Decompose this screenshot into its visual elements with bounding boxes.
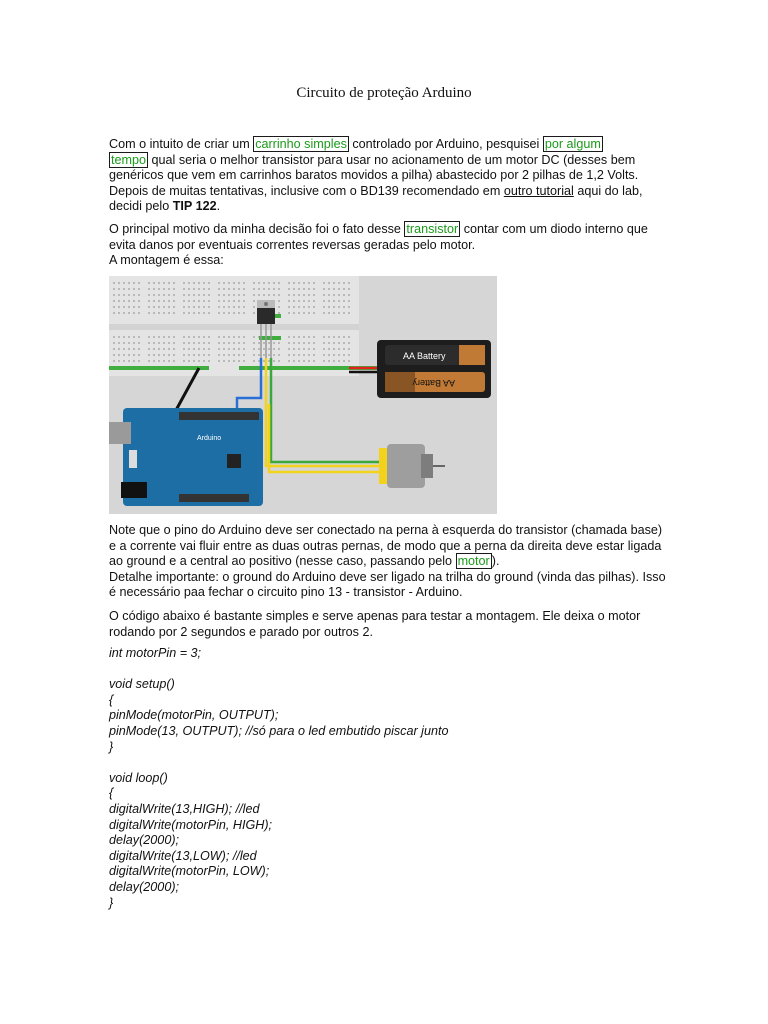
code-line: } <box>109 739 114 754</box>
code-intro-text: O código abaixo é bastante simples e serve apenas para testar a montagem. Ele deixa o motor rodando por 2 segundos e parado por outros 2. <box>109 609 641 639</box>
arduino-board <box>109 408 263 506</box>
link-outro-tutorial[interactable]: outro tutorial <box>503 183 574 198</box>
battery-label-bottom: AA Battery <box>412 378 455 388</box>
montagem-text: A montagem é essa: <box>109 253 224 268</box>
intro-paragraph <box>109 137 669 215</box>
code-line: int motorPin = 3; <box>109 646 202 660</box>
transistor-text-1: O principal motivo da minha decisão foi o fato desse <box>109 222 405 236</box>
intro-text-4: aqui do lab, decidi pelo <box>109 183 643 214</box>
code-intro-paragraph <box>109 609 669 640</box>
code-line: digitalWrite(13,LOW); //led <box>109 848 257 863</box>
code-listing <box>109 646 669 911</box>
code-line: digitalWrite(motorPin, LOW); <box>109 864 270 879</box>
battery-label-top: AA Battery <box>403 351 446 361</box>
page-title: Circuito de proteção Arduino <box>296 85 472 101</box>
intro-text-5: . <box>216 199 221 214</box>
code-line: } <box>109 895 114 910</box>
intro-text-2: controlado por Arduino, pesquisei <box>348 137 543 151</box>
code-line: delay(2000); <box>109 833 180 848</box>
code-line: { <box>109 692 114 707</box>
code-line: { <box>109 786 114 801</box>
circuit-diagram <box>109 276 497 514</box>
code-line: void loop() <box>109 770 168 785</box>
code-line: void setup() <box>109 677 175 692</box>
wiring-text-1: Note que o pino do Arduino deve ser conectado na perna à esquerda do transistor (chamada base) e a corrente vai fluir entre as duas outras pernas, de modo que a perna da direita deve estar ligada ao ground e a central ao positivo (nesse caso, passando pelo <box>109 523 663 569</box>
link-transistor[interactable]: transistor <box>406 222 459 236</box>
circuit-figure <box>109 276 497 514</box>
breadboard <box>109 276 379 376</box>
ground-detail-text: Detalhe importante: o ground do Arduino deve ser ligado na trilha do ground (vinda das pilhas). Isso é necessário paa fechar o circuito pino 13 - transistor - Arduino. <box>109 569 666 600</box>
code-line <box>109 662 669 678</box>
wiring-text-2: ). <box>491 554 500 569</box>
code-line: delay(2000); <box>109 879 180 894</box>
link-por-algum[interactable]: por algum <box>544 137 601 151</box>
intro-text-3: qual seria o melhor transistor para usar no acionamento de um motor DC (desses bem genéricos que vem em carrinhos baratos movidos a pilha) abastecido por 2 pilhas de 1,2 Volts. Depois de muitas tentativas, inclusive com o BD139 recomendado em <box>109 152 639 198</box>
code-line <box>109 755 669 771</box>
link-motor[interactable]: motor <box>457 554 490 569</box>
link-carrinho-simples[interactable]: carrinho simples <box>255 137 347 151</box>
code-line: digitalWrite(13,HIGH); //led <box>109 801 260 816</box>
wiring-paragraph <box>109 523 669 601</box>
intro-text-1: Com o intuito de criar um <box>109 137 254 151</box>
transistor-text-2: contar com um diodo interno que evita danos por eventuais correntes reversas geradas pelo motor. <box>109 222 648 252</box>
code-line: pinMode(motorPin, OUTPUT); <box>109 708 279 723</box>
battery-pack <box>377 340 491 398</box>
tip122-bold: TIP 122 <box>172 199 217 214</box>
arduino-label: Arduino <box>197 435 222 442</box>
link-tempo[interactable]: tempo <box>111 152 147 167</box>
transistor-paragraph <box>109 222 669 269</box>
code-line: pinMode(13, OUTPUT); //só para o led embutido piscar junto <box>109 723 449 738</box>
code-line: digitalWrite(motorPin, HIGH); <box>109 817 273 832</box>
